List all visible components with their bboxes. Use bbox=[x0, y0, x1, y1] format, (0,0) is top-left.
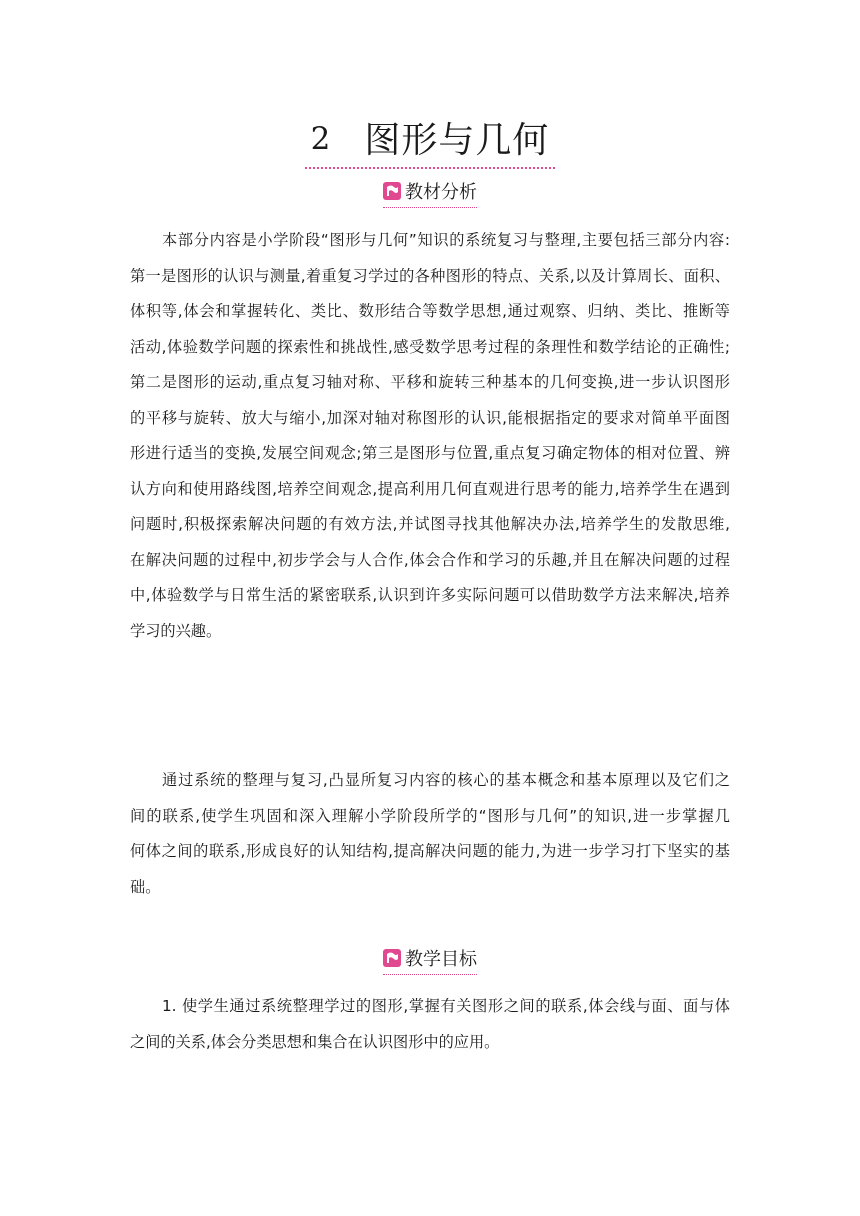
pink-flag-icon bbox=[383, 182, 401, 200]
text-line: 间的联系,使学生巩固和深入理解小学阶段所学的“图形与几何”的知识,进一步掌握几 bbox=[130, 806, 730, 825]
text-line: 学习的兴趣。 bbox=[130, 621, 222, 640]
text-line: 何体之间的联系,形成良好的认知结构,提高解决问题的能力,为进一步学习打下坚实的基 bbox=[130, 842, 730, 860]
text-line: 1. 使学生通过系统整理学过的图形,掌握有关图形之间的联系,体会线与面、面与体 bbox=[162, 997, 730, 1015]
section-heading-analysis bbox=[0, 178, 860, 206]
text-line: 活动,体验数学问题的探索性和挑战性,感受数学思考过程的条理性和数学结论的正确性; bbox=[130, 337, 730, 356]
chapter-number: 2 bbox=[310, 121, 331, 157]
section-label: 教材分析 bbox=[405, 182, 477, 203]
chapter-title-underline bbox=[305, 112, 556, 169]
section-heading-underline bbox=[383, 945, 477, 975]
text-line: 之间的关系,体会分类思想和集合在认识图形中的应用。 bbox=[130, 1032, 500, 1051]
section-label: 教学目标 bbox=[405, 949, 477, 970]
text-line: 中,体验数学与日常生活的紧密联系,认识到许多实际问题可以借助数学方法来解决,培养 bbox=[130, 586, 730, 604]
paragraph bbox=[130, 763, 730, 905]
text-line: 通过系统的整理与复习,凸显所复习内容的核心的基本概念和基本原理以及它们之 bbox=[162, 771, 730, 789]
text-line: 第一是图形的认识与测量,着重复习学过的各种图形的特点、关系,以及计算周长、面积、 bbox=[130, 266, 730, 285]
text-line: 问题时,积极探索解决问题的有效方法,并试图寻找其他解决办法,培养学生的发散思维, bbox=[130, 515, 730, 533]
chapter-title bbox=[0, 112, 860, 164]
text-line: 本部分内容是小学阶段“图形与几何”知识的系统复习与整理,主要包括三部分内容: bbox=[162, 231, 730, 249]
pink-flag-icon bbox=[383, 949, 401, 967]
text-line: 在解决问题的过程中,初步学会与人合作,体会合作和学习的乐趣,并且在解决问题的过程 bbox=[130, 550, 730, 569]
section-heading-objectives bbox=[0, 945, 860, 973]
text-line: 认方向和使用路线图,培养空间观念,提高利用几何直观进行思考的能力,培养学生在遇到 bbox=[130, 479, 730, 498]
text-line: 础。 bbox=[130, 877, 161, 896]
chapter-name: 图形与几何 bbox=[364, 120, 550, 161]
section-heading-underline bbox=[383, 178, 477, 208]
text-line: 体积等,体会和掌握转化、类比、数形结合等数学思想,通过观察、归纳、类比、推断等 bbox=[130, 302, 730, 320]
text-line: 第二是图形的运动,重点复习轴对称、平移和旋转三种基本的几何变换,进一步认识图形 bbox=[130, 373, 730, 391]
paragraph bbox=[130, 989, 730, 1060]
text-line: 形进行适当的变换,发展空间观念;第三是图形与位置,重点复习确定物体的相对位置、辨 bbox=[130, 444, 730, 462]
text-line: 的平移与旋转、放大与缩小,加深对轴对称图形的认识,能根据指定的要求对简单平面图 bbox=[130, 408, 730, 427]
paragraph bbox=[130, 223, 730, 649]
